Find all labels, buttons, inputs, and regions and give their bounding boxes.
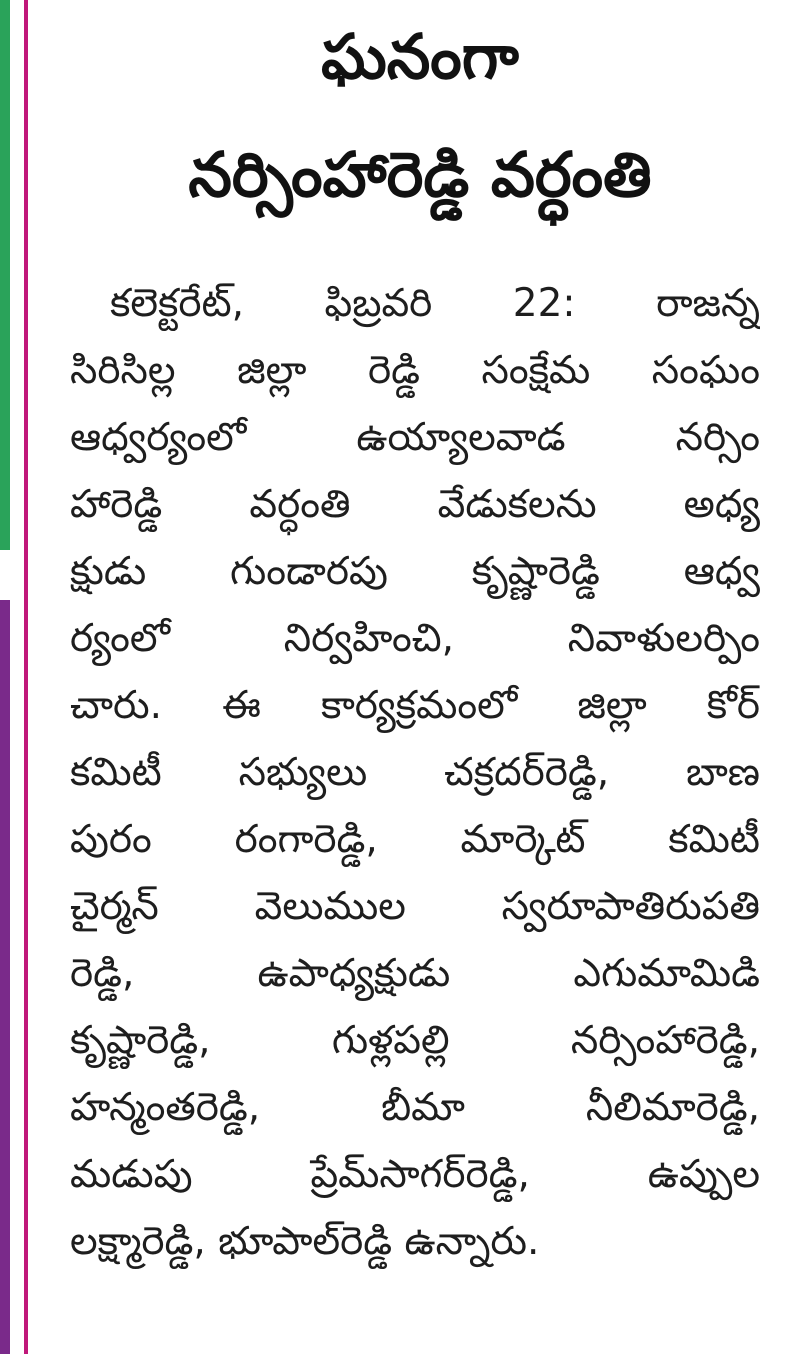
body-line: మడుపు ప్రేమ్‌సాగర్‌రెడ్డి, ఉప్పుల bbox=[70, 1152, 760, 1197]
body-line: కృష్ణారెడ్డి, గుళ్లపల్లి నర్సింహారెడ్డి, bbox=[70, 1018, 760, 1063]
body-line: చైర్మన్ వెలుముల స్వరూపాతిరుపతి bbox=[70, 884, 760, 929]
body-line: హారెడ్డి వర్ధంతి వేడుకలను అధ్య bbox=[70, 482, 760, 527]
body-line: లక్ష్మారెడ్డి, భూపాల్‌రెడ్డి ఉన్నారు. bbox=[70, 1219, 540, 1264]
margin-gap bbox=[0, 550, 10, 600]
body-line: చారు. ఈ కార్యక్రమంలో జిల్లా కోర్ bbox=[70, 683, 760, 728]
body-line: రెడ్డి, ఉపాధ్యక్షుడు ఎగుమామిడి bbox=[70, 951, 760, 996]
headline-line-2: నర్సింహారెడ్డి వర్ధంతి bbox=[188, 138, 652, 211]
column-divider-rule bbox=[24, 0, 28, 1354]
body-line: కలెక్టరేట్, ఫిబ్రవరి 22: రాజన్న bbox=[110, 281, 760, 326]
body-line: ఆధ్వర్యంలో ఉయ్యాలవాడ నర్సిం bbox=[70, 415, 760, 460]
body-line: పురం రంగారెడ్డి, మార్కెట్ కమిటీ bbox=[70, 817, 760, 862]
body-line: కమిటీ సభ్యులు చక్రదర్‌రెడ్డి, బాణ bbox=[70, 750, 760, 795]
body-line: క్షుడు గుండారపు కృష్ణారెడ్డి ఆధ్వ bbox=[70, 549, 760, 594]
headline-line-1: ఘనంగా bbox=[321, 20, 519, 93]
body-line: ర్యంలో నిర్వహించి, నివాళులర్పిం bbox=[70, 616, 760, 661]
margin-color-bar-purple bbox=[0, 600, 10, 1354]
article-body bbox=[70, 270, 760, 1275]
margin-color-bar-green bbox=[0, 0, 10, 550]
news-article bbox=[60, 0, 780, 1354]
body-line: సిరిసిల్ల జిల్లా రెడ్డి సంక్షేమ సంఘం bbox=[70, 348, 760, 393]
body-line: హన్మంతరెడ్డి, బీమా నీలిమారెడ్డి, bbox=[70, 1085, 760, 1130]
